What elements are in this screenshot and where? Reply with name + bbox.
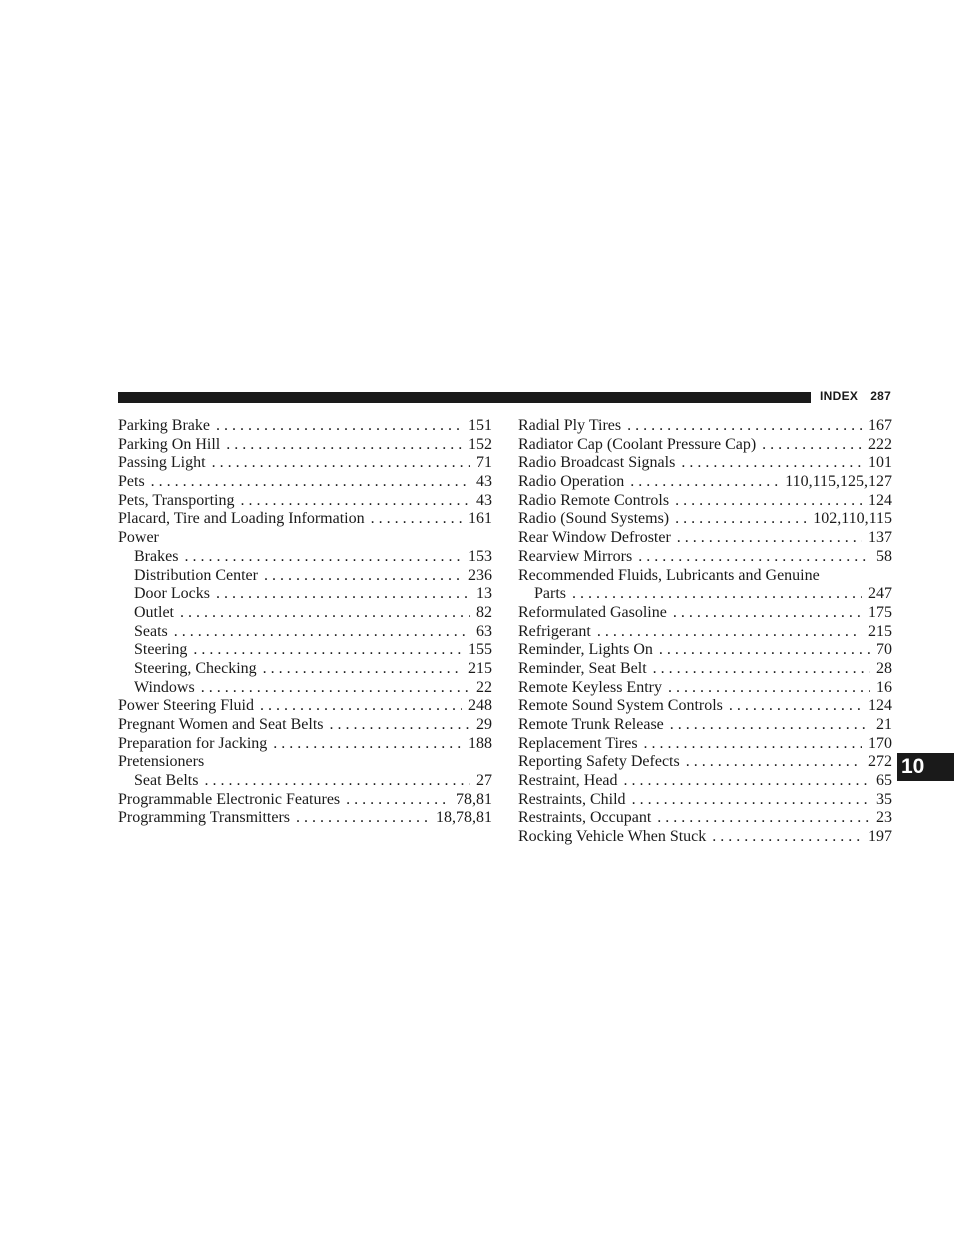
leader-dots [240, 492, 470, 511]
index-entry [518, 510, 892, 529]
index-page-refs: 82 [476, 603, 492, 621]
index-entry [518, 791, 892, 810]
leader-dots [681, 454, 862, 473]
index-page-refs: 215 [468, 659, 492, 677]
index-term: Reformulated Gasoline [518, 603, 667, 621]
index-entry [518, 436, 892, 455]
index-entry [518, 548, 892, 567]
index-entry [118, 604, 492, 623]
index-term: Radial Ply Tires [518, 417, 622, 434]
leader-dots [174, 623, 470, 642]
index-entry [118, 454, 492, 473]
index-entry [118, 772, 492, 791]
leader-dots [624, 772, 870, 791]
index-entry [518, 585, 892, 604]
index-page-refs: 13 [476, 585, 492, 603]
index-entry [118, 417, 492, 436]
leader-dots [193, 641, 462, 660]
leader-dots [226, 436, 462, 455]
leader-dots [273, 735, 462, 754]
leader-dots [657, 809, 870, 828]
index-page-refs: 161 [468, 510, 492, 528]
index-page-refs: 43 [476, 473, 492, 491]
index-term: Brakes [134, 547, 179, 565]
index-entry [518, 567, 892, 586]
index-term: Reminder, Lights On [518, 641, 653, 659]
index-term: Parking On Hill [118, 435, 221, 453]
index-entry [518, 772, 892, 791]
index-entry [118, 548, 492, 567]
leader-dots [212, 454, 470, 473]
index-page-refs: 29 [476, 716, 492, 733]
leader-dots [180, 604, 470, 623]
index-page-refs: 102,110,115 [813, 510, 892, 528]
index-term: Door Locks [134, 585, 210, 603]
index-page-refs: 153 [468, 547, 492, 565]
leader-dots [572, 585, 862, 604]
index-term: Restraint, Head [518, 772, 618, 790]
leader-dots [670, 716, 870, 735]
leader-dots [668, 679, 870, 698]
index-page-refs: 27 [476, 772, 492, 790]
index-term: Steering, Checking [134, 659, 257, 677]
leader-dots [675, 510, 807, 529]
index-term: Remote Trunk Release [518, 716, 664, 733]
leader-dots [675, 492, 862, 511]
index-term: Power Steering Fluid [118, 697, 254, 715]
leader-dots [638, 548, 870, 567]
index-term: Pretensioners [118, 753, 205, 771]
index-term: Pets [118, 473, 145, 491]
index-entry [118, 679, 492, 698]
index-column-right [518, 417, 892, 847]
index-page-refs: 236 [468, 566, 492, 584]
index-page-refs: 110,115,125,127 [785, 473, 892, 491]
index-term: Radio Broadcast Signals [518, 454, 676, 472]
index-entry [118, 753, 492, 772]
index-page-refs: 78,81 [456, 790, 492, 808]
leader-dots [184, 548, 462, 567]
index-term: Programmable Electronic Features [118, 790, 341, 808]
index-page-refs: 248 [468, 697, 492, 715]
leader-dots [264, 567, 462, 586]
index-page-refs: 71 [476, 454, 492, 472]
index-entry [518, 623, 892, 642]
index-page-refs: 155 [468, 641, 492, 659]
index-page-refs: 151 [468, 417, 492, 434]
index-page-refs: 63 [476, 622, 492, 640]
leader-dots [201, 679, 470, 698]
index-entry [118, 529, 492, 548]
index-entry [118, 809, 492, 828]
index-term: Steering [134, 641, 188, 659]
index-term: Replacement Tires [518, 734, 638, 752]
index-entry [118, 641, 492, 660]
index-page-refs: 215 [868, 622, 892, 640]
index-entry [518, 809, 892, 828]
leader-dots [597, 623, 862, 642]
leader-dots [762, 436, 862, 455]
leader-dots [686, 753, 862, 772]
index-page-refs: 152 [468, 435, 492, 453]
index-term: Pregnant Women and Seat Belts [118, 716, 324, 733]
index-entry [118, 791, 492, 810]
leader-dots [371, 510, 462, 529]
leader-dots [659, 641, 870, 660]
index-entry [518, 529, 892, 548]
index-page-refs: 21 [876, 716, 892, 733]
index-page-refs: 101 [868, 454, 892, 472]
leader-dots [346, 791, 450, 810]
index-term: Programming Transmitters [118, 809, 291, 827]
index-entry [118, 716, 492, 735]
leader-dots [673, 604, 862, 623]
index-entry [118, 697, 492, 716]
index-column-left [118, 417, 492, 828]
header-rule [118, 392, 811, 403]
index-term: Power [118, 529, 159, 547]
index-term: Radiator Cap (Coolant Pressure Cap) [518, 435, 757, 453]
index-term: Rearview Mirrors [518, 547, 633, 565]
index-page-refs: 35 [876, 790, 892, 808]
index-page-refs: 65 [876, 772, 892, 790]
index-entry [518, 660, 892, 679]
index-entry [518, 641, 892, 660]
leader-dots [151, 473, 470, 492]
index-term: Windows [134, 678, 195, 696]
index-entry [118, 510, 492, 529]
leader-dots [677, 529, 862, 548]
leader-dots [260, 697, 462, 716]
leader-dots [296, 809, 430, 828]
running-header [820, 389, 891, 403]
index-term: Restraints, Occupant [518, 809, 652, 827]
index-term: Placard, Tire and Loading Information [118, 510, 365, 528]
index-page-refs: 247 [868, 585, 892, 603]
leader-dots [216, 585, 470, 604]
index-entry [118, 660, 492, 679]
index-entry [518, 492, 892, 511]
index-entry [518, 753, 892, 772]
index-page-refs: 197 [868, 828, 892, 846]
index-entry [118, 735, 492, 754]
index-entry [518, 735, 892, 754]
leader-dots [712, 828, 862, 847]
page-number: 287 [870, 389, 892, 403]
index-entry [118, 567, 492, 586]
index-page-refs: 16 [876, 678, 892, 696]
index-page-refs: 124 [868, 697, 892, 715]
index-page-refs: 272 [868, 753, 892, 771]
leader-dots [216, 417, 462, 436]
index-term: Rocking Vehicle When Stuck [518, 828, 707, 846]
index-term: Parking Brake [118, 417, 210, 434]
index-term: Pets, Transporting [118, 491, 235, 509]
index-page-refs: 43 [476, 491, 492, 509]
leader-dots [644, 735, 862, 754]
index-term: Distribution Center [134, 566, 258, 584]
index-page-refs: 137 [868, 529, 892, 547]
leader-dots [627, 417, 862, 436]
index-term: Radio Remote Controls [518, 491, 670, 509]
index-term: Seat Belts [134, 772, 199, 790]
index-term: Passing Light [118, 454, 206, 472]
section-title: INDEX [820, 389, 859, 403]
index-entry [118, 473, 492, 492]
index-entry [518, 679, 892, 698]
index-term: Recommended Fluids, Lubricants and Genuine [518, 566, 820, 584]
index-entry [518, 604, 892, 623]
index-term: Seats [134, 622, 168, 640]
leader-dots [653, 660, 870, 679]
leader-dots [204, 772, 470, 791]
index-entry [518, 716, 892, 735]
index-term: Preparation for Jacking [118, 734, 268, 752]
leader-dots [263, 660, 462, 679]
index-page-refs: 23 [876, 809, 892, 827]
index-term: Outlet [134, 603, 174, 621]
index-page-refs: 124 [868, 491, 892, 509]
index-page-refs: 70 [876, 641, 892, 659]
index-page-refs: 175 [868, 603, 892, 621]
index-term: Remote Sound System Controls [518, 697, 723, 715]
index-page-refs: 22 [476, 678, 492, 696]
index-page-refs: 58 [876, 547, 892, 565]
index-page-refs: 18,78,81 [436, 809, 492, 827]
index-page-refs: 167 [868, 417, 892, 434]
chapter-tab: 10 [897, 753, 954, 781]
index-term: Reminder, Seat Belt [518, 659, 647, 677]
index-term: Radio (Sound Systems) [518, 510, 670, 528]
index-entry [518, 697, 892, 716]
leader-dots [630, 473, 779, 492]
index-term: Remote Keyless Entry [518, 678, 662, 696]
index-term: Radio Operation [518, 473, 625, 491]
index-entry [118, 492, 492, 511]
index-term: Reporting Safety Defects [518, 753, 680, 771]
index-entry [518, 417, 892, 436]
index-page-refs: 188 [468, 734, 492, 752]
index-term: Refrigerant [518, 622, 591, 640]
index-page-refs: 170 [868, 734, 892, 752]
index-entry [118, 623, 492, 642]
leader-dots [330, 716, 471, 735]
index-entry [118, 585, 492, 604]
index-entry [518, 454, 892, 473]
index-term: Rear Window Defroster [518, 529, 671, 547]
index-term: Parts [534, 585, 566, 603]
index-entry [518, 828, 892, 847]
index-page-refs: 222 [868, 435, 892, 453]
leader-dots [632, 791, 870, 810]
index-page-refs: 28 [876, 659, 892, 677]
index-term: Restraints, Child [518, 790, 626, 808]
index-entry [518, 473, 892, 492]
leader-dots [729, 697, 862, 716]
index-entry [118, 436, 492, 455]
